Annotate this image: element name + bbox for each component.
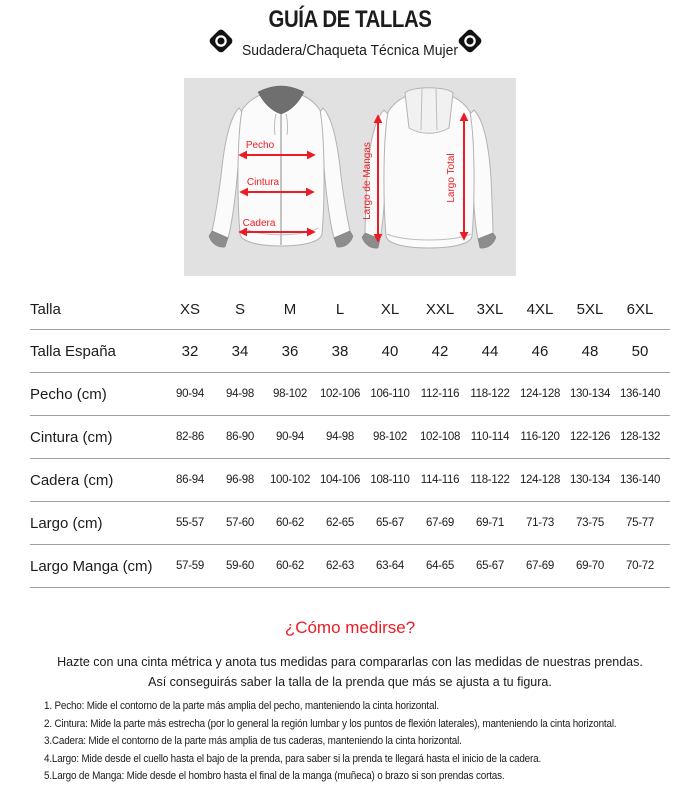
table-cell: 65-67: [376, 517, 404, 529]
brand-diamond-logo-icon: [205, 25, 237, 57]
table-cell: S: [234, 301, 245, 318]
how-to-measure-intro: [0, 652, 700, 692]
table-cell: 34: [231, 342, 249, 360]
table-cell: 90-94: [176, 388, 204, 400]
table-cell: 5XL: [576, 301, 604, 318]
pecho-label: Pecho: [245, 140, 275, 151]
table-cell: 82-86: [176, 431, 204, 443]
table-cell: 86-90: [226, 431, 254, 443]
table-cell: 36: [281, 342, 299, 360]
table-cell: 38: [331, 342, 349, 360]
table-cell: 48: [581, 342, 599, 360]
table-cell: 124-128: [519, 388, 561, 400]
back-hoodie-figure: [362, 88, 496, 248]
table-cell: 6XL: [626, 301, 654, 318]
measure-step: 4.Largo: Mide desde el cuello hasta el bajo de la prenda, para saber si la prenda te llegará hasta el inicio de la cadera.: [44, 752, 542, 765]
table-cell: 67-69: [426, 517, 454, 529]
table-row-talla: [30, 290, 670, 330]
table-row-pecho: [30, 373, 670, 416]
table-cell: 57-60: [226, 517, 254, 529]
cintura-label: Cintura: [246, 177, 280, 188]
table-cell: 90-94: [276, 431, 304, 443]
table-cell: 124-128: [519, 474, 561, 486]
table-cell: 50: [631, 342, 649, 360]
table-cell: 98-102: [272, 388, 307, 400]
cadera-label: Cadera: [242, 218, 276, 229]
front-hoodie-figure: [209, 86, 353, 247]
table-cell: 136-140: [619, 388, 661, 400]
table-cell: 4XL: [526, 301, 554, 318]
measure-step: 1. Pecho: Mide el contorno de la parte más amplia del pecho, manteniendo la cinta horizontal.: [44, 700, 439, 712]
table-cell: 55-57: [176, 517, 204, 529]
table-cell: M: [283, 301, 297, 318]
table-cell: 44: [481, 342, 499, 360]
page-subtitle: Sudadera/Chaqueta Técnica Mujer: [241, 42, 459, 59]
table-cell: 75-77: [626, 517, 654, 529]
table-cell: 63-64: [376, 560, 404, 572]
table-cell: 46: [531, 342, 549, 360]
measure-step: 5.Largo de Manga: Mide desde el hombro hasta el final de la manga (muñeca) o brazo si son prendas cortas.: [44, 770, 505, 783]
table-cell: 128-132: [619, 431, 661, 443]
row-label: Talla: [30, 301, 61, 318]
table-cell: 106-110: [370, 388, 410, 400]
table-cell: XL: [380, 301, 400, 318]
table-cell: 64-65: [426, 560, 454, 572]
intro-line: Hazte con una cinta métrica y anota tus medidas para compararlas con las medidas de nuestras prendas.: [57, 655, 643, 669]
row-label: Largo Manga (cm): [30, 557, 153, 575]
table-cell: 69-70: [576, 560, 604, 572]
table-cell: 102-106: [319, 388, 361, 400]
table-cell: 59-60: [226, 560, 254, 572]
brand-diamond-logo-icon: [454, 25, 486, 57]
table-cell: 94-98: [226, 388, 254, 400]
table-cell: 94-98: [326, 431, 354, 443]
table-cell: XXL: [425, 301, 455, 318]
table-cell: 86-94: [176, 474, 204, 486]
measure-step: 3.Cadera: Mide el contorno de la parte más amplia de tus caderas, manteniendo la cinta horizontal.: [44, 735, 462, 748]
table-cell: 104-106: [319, 474, 361, 486]
table-cell: XS: [179, 301, 200, 318]
table-cell: 118-122: [470, 388, 510, 400]
table-cell: 102-108: [419, 431, 461, 443]
table-cell: 62-63: [326, 560, 354, 572]
row-label: Cintura (cm): [30, 428, 113, 446]
table-cell: 73-75: [576, 517, 604, 529]
how-to-measure-heading: ¿Cómo medirse?: [284, 618, 416, 637]
table-cell: 122-126: [569, 431, 611, 443]
table-cell: 96-98: [226, 474, 254, 486]
table-cell: 100-102: [269, 474, 311, 486]
table-cell: 70-72: [626, 560, 654, 572]
table-cell: L: [335, 301, 345, 318]
table-row-cintura: [30, 416, 670, 459]
table-cell: 130-134: [569, 474, 611, 486]
table-cell: 60-62: [276, 560, 304, 572]
table-row-talla-espana: [30, 330, 670, 373]
table-cell: 112-116: [420, 388, 460, 400]
table-row-largo-manga: [30, 545, 670, 588]
table-cell: 42: [431, 342, 449, 360]
table-cell: 110-114: [470, 431, 510, 443]
measure-steps-list: [44, 698, 694, 786]
measure-step: 2. Cintura: Mide la parte más estrecha (por lo general la región lumbar y los puntos de flexión laterales), manteniendo la cinta horizontal.: [44, 717, 617, 730]
intro-line: Así conseguirás saber la talla de la prenda que más se ajusta a tu figura.: [148, 675, 552, 689]
table-cell: 114-116: [420, 474, 460, 486]
table-cell: 67-69: [526, 560, 554, 572]
row-label: Talla España: [30, 342, 116, 360]
table-row-cadera: [30, 459, 670, 502]
largo-total-label: Largo Total: [446, 153, 457, 203]
table-cell: 65-67: [476, 560, 504, 572]
table-cell: 71-73: [526, 517, 554, 529]
size-table: [30, 290, 670, 588]
row-label: Pecho (cm): [30, 385, 107, 403]
page-title: GUÍA DE TALLAS: [268, 6, 432, 33]
row-label: Cadera (cm): [30, 471, 114, 489]
row-label: Largo (cm): [30, 514, 103, 532]
table-cell: 3XL: [476, 301, 504, 318]
table-cell: 118-122: [470, 474, 510, 486]
table-cell: 136-140: [619, 474, 661, 486]
table-row-largo: [30, 502, 670, 545]
table-cell: 130-134: [569, 388, 611, 400]
table-cell: 98-102: [372, 431, 407, 443]
table-cell: 57-59: [176, 560, 204, 572]
table-cell: 40: [381, 342, 399, 360]
table-cell: 32: [181, 342, 199, 360]
largo-mangas-label: Largo de Mangas: [362, 142, 373, 220]
table-cell: 69-71: [476, 517, 504, 529]
table-cell: 62-65: [326, 517, 354, 529]
table-cell: 108-110: [370, 474, 410, 486]
table-cell: 116-120: [520, 431, 560, 443]
hoodie-measurement-diagram: [184, 78, 516, 276]
table-cell: 60-62: [276, 517, 304, 529]
